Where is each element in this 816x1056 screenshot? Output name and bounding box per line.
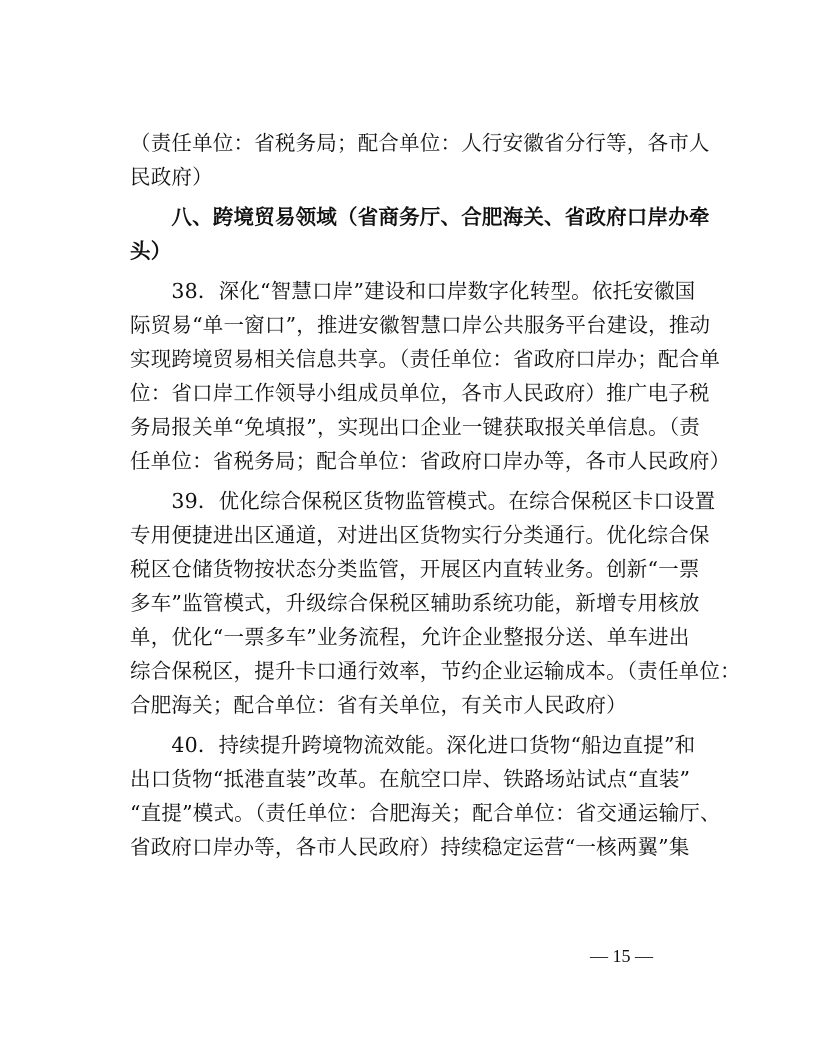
text-line: 出口货物“抵港直装”改革。在航空口岸、铁路场站试点“直装”: [130, 767, 691, 791]
text-line: 民政府）: [130, 165, 213, 189]
text-line: 综合保税区，提升卡口通行效率，节约企业运输成本。（责任单位：: [130, 659, 741, 683]
text-line: 位：省口岸工作领导小组成员单位，各市人民政府）推广电子税: [130, 381, 710, 405]
page-number: — 15 —: [590, 946, 653, 966]
section-heading-line: 头）: [130, 239, 172, 263]
text-line: 务局报关单“免填报”，实现出口企业一键获取报关单信息。（责: [130, 415, 701, 439]
text-line: 40．持续提升跨境物流效能。深化进口货物“船边直提”和: [130, 733, 696, 757]
text-line: 税区仓储货物按状态分类监管，开展区内直转业务。创新“一票: [130, 557, 700, 581]
text-line: 39．优化综合保税区货物监管模式。在综合保税区卡口设置: [130, 489, 716, 513]
text-line: 多车”监管模式，升级综合保税区辅助系统功能，新增专用核放: [130, 591, 700, 615]
text-line: “直提”模式。（责任单位：合肥海关；配合单位：省交通运输厅、: [130, 801, 721, 825]
text-line: 合肥海关；配合单位：省有关单位，有关市人民政府）: [130, 693, 627, 717]
text-line: 单，优化“一票多车”业务流程，允许企业整报分送、单车进出: [130, 625, 690, 649]
text-line: 任单位：省税务局；配合单位：省政府口岸办等，各市人民政府）: [130, 449, 731, 473]
text-line: 专用便捷进出区通道，对进出区货物实行分类通行。优化综合保: [130, 523, 710, 547]
body-text: [130, 126, 741, 864]
section-heading-line: 八、跨境贸易领域（省商务厅、合肥海关、省政府口岸办牵: [130, 205, 710, 229]
text-line: （责任单位：省税务局；配合单位：人行安徽省分行等，各市人: [130, 131, 710, 155]
text-line: 38．深化“智慧口岸”建设和口岸数字化转型。依托安徽国: [130, 279, 696, 303]
text-line: 际贸易“单一窗口”，推进安徽智慧口岸公共服务平台建设，推动: [130, 313, 711, 337]
text-line: 省政府口岸办等，各市人民政府）持续稳定运营“一核两翼”集: [130, 835, 690, 859]
text-line: 实现跨境贸易相关信息共享。（责任单位：省政府口岸办；配合单: [130, 347, 721, 371]
